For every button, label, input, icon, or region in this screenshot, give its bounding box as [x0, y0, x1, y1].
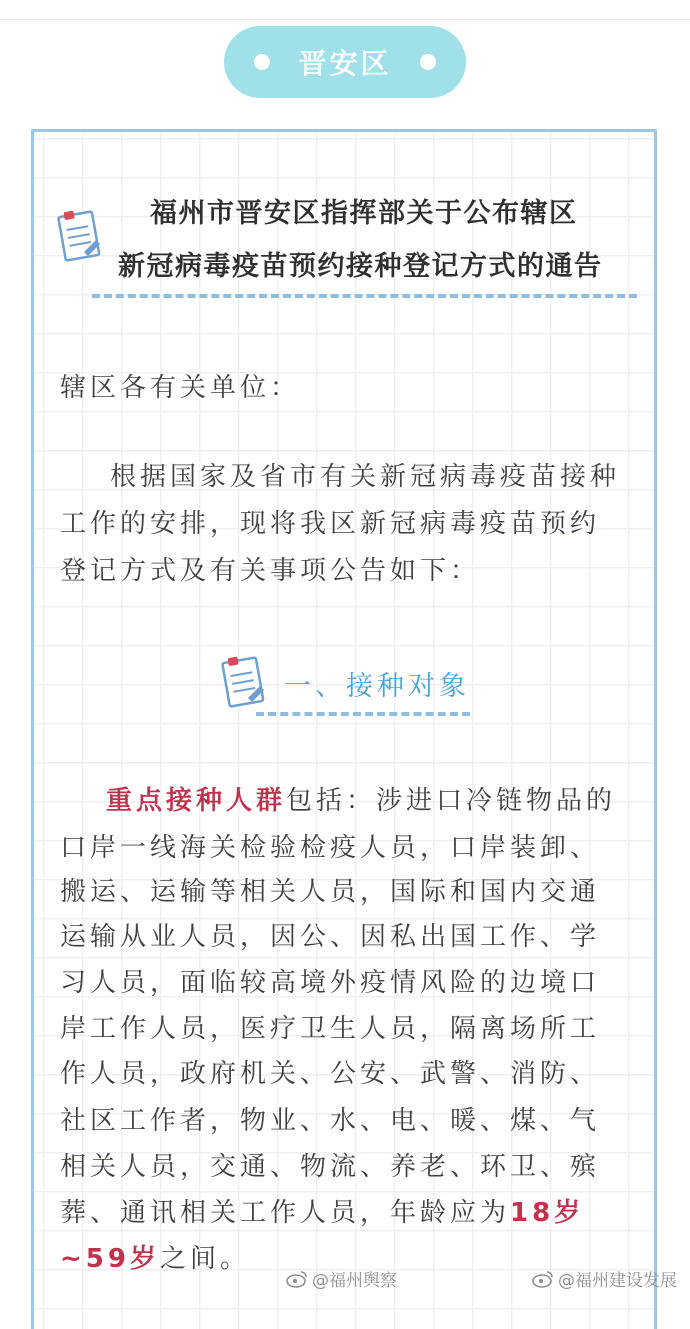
notepad-icon: [218, 654, 268, 712]
notepad-icon: [54, 208, 104, 266]
age-from: 18岁: [510, 1198, 585, 1228]
pill-dot-left: [254, 54, 270, 70]
watermark: [532, 1266, 677, 1291]
weibo-icon: [532, 1270, 554, 1288]
section-body-line: 社区工作者，物业、水、电、暖、煤、气: [60, 1106, 601, 1136]
section-body-line: 作人员，政府机关、公安、武警、消防、: [60, 1059, 601, 1089]
section-heading: 一、接种对象: [284, 671, 470, 702]
section-body-line: 相关人员，交通、物流、养老、环卫、殡: [60, 1152, 601, 1182]
section-dashed-divider: [256, 712, 470, 716]
district-tag-label: 晋安区: [298, 47, 392, 80]
section-body-line: 口岸一线海关检验检疫人员，口岸装卸、: [60, 833, 601, 863]
lead-rest: 包括：涉进口冷链物品的: [286, 786, 617, 816]
watermark-text: @福州建设发展: [558, 1271, 677, 1291]
section-body-line: [60, 1196, 584, 1230]
intro-line: 登记方式及有关事项公告如下：: [60, 556, 481, 586]
pill-dot-right: [420, 54, 436, 70]
section-body-lead: [106, 784, 616, 818]
section-body-line: 岸工作人员，医疗卫生人员，隔离场所工: [60, 1014, 601, 1044]
title-dashed-divider: [92, 294, 637, 298]
notice-title-line-1: 福州市晋安区指挥部关于公布辖区: [150, 198, 578, 229]
section-body-line: 习人员，面临较高境外疫情风险的边境口: [60, 968, 601, 998]
notice-title-line-2: 新冠病毒疫苗预约接种登记方式的通告: [118, 251, 603, 282]
intro-line: 根据国家及省市有关新冠病毒疫苗接种: [110, 462, 621, 492]
section-body-line: 搬运、运输等相关人员，国际和国内交通: [60, 877, 601, 907]
watermark: [286, 1266, 397, 1291]
watermark-text: @福州舆察: [312, 1271, 397, 1291]
age-to: ~59岁: [60, 1244, 160, 1274]
age-suffix: 之间。: [159, 1244, 250, 1274]
age-prefix: 葬、通讯相关工作人员，年龄应为: [60, 1198, 511, 1228]
weibo-icon: [286, 1270, 308, 1288]
notice-card: [31, 129, 657, 1329]
salutation: 辖区各有关单位：: [60, 373, 301, 403]
district-tag: [224, 26, 466, 98]
section-body-line: [60, 1242, 250, 1276]
top-divider: [0, 19, 690, 20]
highlight-target-group: 重点接种人群: [106, 786, 287, 816]
intro-line: 工作的安排，现将我区新冠病毒疫苗预约: [60, 509, 601, 539]
section-body-line: 运输从业人员，因公、因私出国工作、学: [60, 922, 601, 952]
